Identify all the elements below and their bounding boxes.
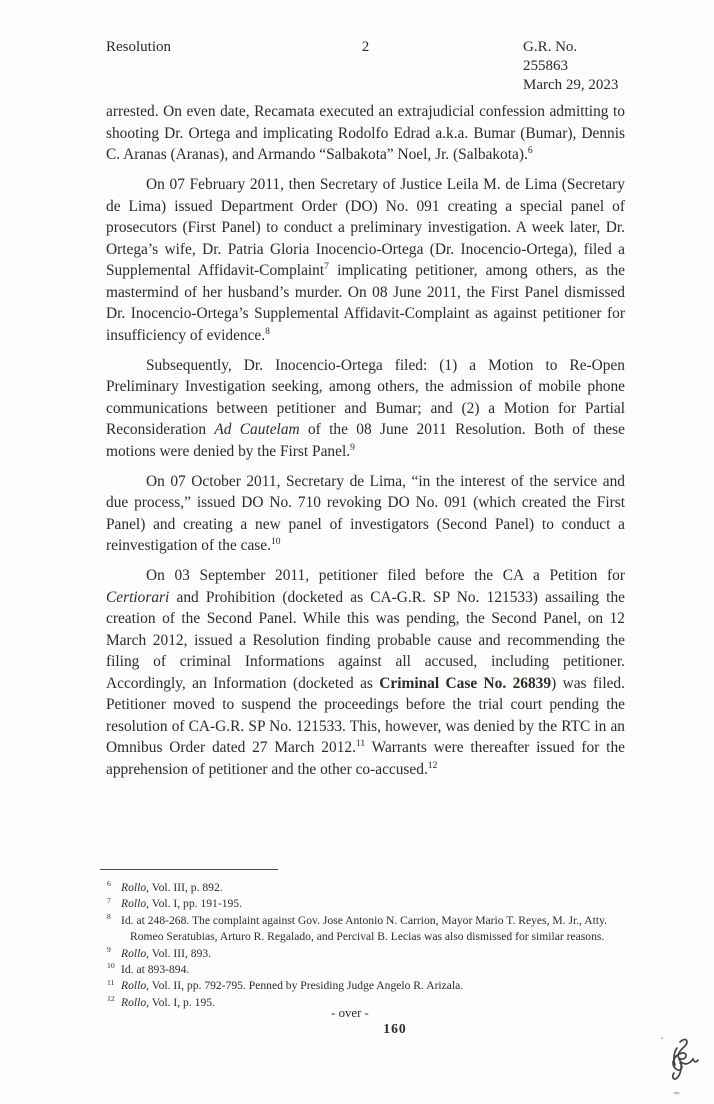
footnote: $^{12}$ Rollo, Vol. I, p. 195. xyxy=(107,993,215,1009)
body-paragraph: On 07 February 2011, then Secretary of Justice Leila M. de Lima (Secretary de Lima) issued Department Order (DO) No. 091 creating a special panel of prosecutors (First Panel) to conduct a preliminary investigation. A week later, Dr. Ortega’s wife, Dr. Patria Gloria Inocencio-Ortega (Dr. Inocencio-Ortega), filed a Supplemental Affidavit-Complaint$^7$ implicating petitioner, among others, as the mastermind of her husband’s murder. On 08 June 2011, the First Panel dismissed Dr. Inocencio-Ortega’s Supplemental Affidavit-Complaint as against petitioner for insufficiency of evidence.$^8$ xyxy=(106,176,625,344)
footnote-text: Rollo, Vol. III, 893. xyxy=(121,946,212,960)
footnotes-list xyxy=(107,880,638,1011)
footnote-separator xyxy=(100,869,278,870)
footnote: $^{10}$ Id. at 893-894. xyxy=(107,961,190,977)
header-page-number: 2 xyxy=(361,39,370,55)
footnote-text: Id. at 248-268. The complaint against Gov. Jose Antonio N. Carrion, Mayor Mario T. Reyes, M. Jr., Atty. Romeo Seratubias, Arturo R. Regalado, and Percival B. Lecias was also dismissed for similar reasons. xyxy=(121,913,608,944)
footnote: $^9$ Rollo, Vol. III, 893. xyxy=(107,944,212,960)
header-case-number: G.R. No. 255863 xyxy=(523,39,578,74)
body-paragraph: Subsequently, Dr. Inocencio-Ortega filed: (1) a Motion to Re-Open Preliminary Investigation seeking, among others, the admission of mobile phone communications between petitioner and Bumar; and (2) a Motion for Partial Reconsideration Ad Cautelam of the 08 June 2011 Resolution. Both of these motions were denied by the First Panel.$^9$ xyxy=(106,356,626,460)
header-case-block xyxy=(523,38,625,95)
footnote: $^{11}$ Rollo, Vol. II, pp. 792-795. Penned by Presiding Judge Angelo R. Arizala. xyxy=(107,977,464,993)
handwritten-initials-icon xyxy=(650,1032,706,1100)
body-paragraph: On 03 September 2011, petitioner filed before the CA a Petition for Certiorari and Prohibition (docketed as CA-G.R. SP No. 121533) assailing the creation of the Second Panel. While this was pending, the Second Panel, on 12 March 2012, issued a Resolution finding probable cause and recommending the filing of criminal Informations against all accused, including petitioner. Accordingly, an Information (docketed as Criminal Case No. 26839) was filed. Petitioner moved to suspend the proceedings before the trial court pending the resolution of CA-G.R. SP No. 121533. This, however, was denied by the RTC in an Omnibus Order dated 27 March 2012.11 Warrants were thereafter issued for the apprehension of petitioner and the other co-accused.$^{12}$ xyxy=(106,567,625,778)
footer-over-label: - over - xyxy=(331,1006,369,1020)
footnote-text: Rollo, Vol. II, pp. 792-795. Penned by Presiding Judge Angelo R. Arizala. xyxy=(121,979,464,993)
footnote: $^7$ Rollo, Vol. I, pp. 191-195. xyxy=(107,895,242,911)
footnote-text: Rollo, Vol. I, p. 195. xyxy=(121,995,215,1009)
footnote-text: Rollo, Vol. I, pp. 191-195. xyxy=(121,897,242,911)
footnote: $^8$ Id. at 248-268. The complaint against Gov. Jose Antonio N. Carrion, Mayor Mario T. Reyes, M. Jr., Atty. Romeo Seratubias, Arturo R. Regalado, and Percival B. Lecias was also dismissed for similar reasons. xyxy=(107,911,608,944)
footer-page-code: 160 xyxy=(383,1021,407,1036)
header-date: March 29, 2023 xyxy=(523,77,619,93)
footnote-text: Rollo, Vol. III, p. 892. xyxy=(121,881,223,894)
body-paragraphs xyxy=(106,101,625,789)
header-doc-type: Resolution xyxy=(106,39,172,55)
footnote-text: Id. at 893-894. xyxy=(121,963,190,977)
footnote: $^6$ Rollo, Vol. III, p. 892. xyxy=(107,879,223,894)
body-paragraph: arrested. On even date, Recamata executed an extrajudicial confession admitting to shooting Dr. Ortega and implicating Rodolfo Edrad a.k.a. Bumar (Bumar), Dennis C. Aranas (Aranas), and Armando “Salbakota” Noel, Jr. (Salbakota).$^6$ xyxy=(106,103,625,163)
body-paragraph: On 07 October 2011, Secretary de Lima, “in the interest of the service and due process,” issued DO No. 710 revoking DO No. 091 (which created the First Panel) and creating a new panel of investigators (Second Panel) to conduct a reinvestigation of the case.$^{10}$ xyxy=(106,472,625,554)
